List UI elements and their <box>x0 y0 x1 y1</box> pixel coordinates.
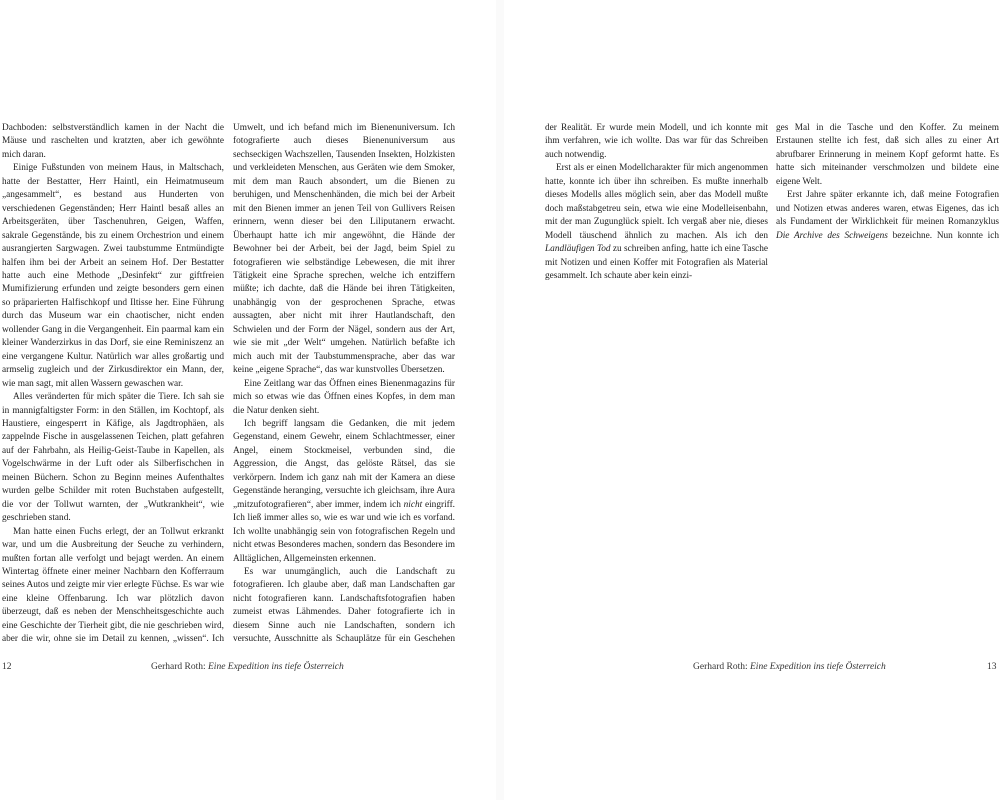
book-gutter <box>496 0 504 800</box>
left-page-column-1 <box>2 122 224 644</box>
paragraph <box>776 122 999 189</box>
text-run: Erst als er einen Modellcharakter für mich angenommen hatte, konnte ich über ihn schreiben. Es mußte innerhalb dieses Modells alles möglich sein, aber das Modell mußte doch maßstabgetreu sein, etwa wie eine Modelleisenbahn, mit der man Zugunglück spielt. Ich vergaß aber nie, dieses Modell täuschend ähnlich zu machen. Als ich den <box>545 163 768 241</box>
footer-title: Eine Expedition ins tiefe Österreich <box>750 662 886 672</box>
paragraph <box>233 378 455 418</box>
left-page-column-2 <box>233 122 455 644</box>
paragraph <box>2 162 224 391</box>
text-run: Man hatte einen Fuchs erlegt, der an Tollwut erkrankt war, und um die Ausbreitung der Seuche zu verhindern, mußten fortan alle verfolgt und bejagt werden. An einem Wintertag öffnete einer meiner Nachbarn den Kofferraum seines Autos und zeigte mir vier erlegte Füchse. Es war wie eine kleine Offenbarung. Ich war plötzlich davon überzeugt, daß es neben der Menschheitsgeschichte auch eine Geschichte der Tierheit gibt, die nie geschrieben wird, aber die wir, ohne sie im Detail zu kennen, „wissen“. Ich <box>2 526 224 644</box>
right-running-footer <box>693 662 886 672</box>
text-run: bezeichne. Nun konnte ich <box>892 230 999 241</box>
paragraph <box>2 526 224 644</box>
paragraph <box>545 162 768 283</box>
right-page-column-1 <box>545 122 768 322</box>
italic-title: nicht <box>403 499 423 510</box>
left-running-footer <box>151 662 344 672</box>
text-run: zu schreiben anfing, hatte ich eine Tasche mit Notizen und einen Koffer mit Fotografien als Material gesammelt. Ich schaute aber kein einzi- <box>545 244 768 281</box>
footer-author: Gerhard Roth: <box>151 662 206 672</box>
italic-title: Landläufigen Tod <box>545 244 611 255</box>
text-run: Ich begriff langsam die Gedanken, die mit jedem Gegenstand, einem Gewehr, einem Schlachtmesser, einer Angel, einem Stockmeisel, verbunden sind, die Aggression, die Angst, das gelöste Rätsel, das sie verkörpern. Indem ich ganz nah mit der Kamera an diese Gegenstände heranging, versuchte ich gleichsam, ihre Aura „mitzufotografieren“, aber immer, indem ich <box>233 418 455 510</box>
text-run: Einige Fußstunden von meinem Haus, in Maltschach, hatte der Bestatter, Herr Haintl, ein Heimatmuseum „angesammelt“, es bestand aus Hunderten von verschiedenen Gegenständen; Herr Haintl besaß alles an Arbeitsgeräten, über Taschenuhren, Geigen, Waffen, sakrale Gegenstände, bis zu einem Orchestrion und einem ausrangierten Sargwagen. Zwei taubstumme Entmündigte halfen ihm bei der Arbeit an seinem Hof. Der Bestatter hatte auch eine Methode „Desinfekt“ zur giftfreien Mumifizierung erfunden und zeigte besonders gern einen so präparierten Halfischkopf und Iltisse her. Eine Führung durch das Museum war ein chaotischer, nicht enden wollender Gang in die Vergangenheit. Ein paarmal kam ein kleiner Wanderzirkus in das Dorf, sie eine Reminiszenz an eine vergangene Kultur. Natürlich war alles großartig und armselig zugleich und der Zirkusdirektor ein Mann, der, wie man sagt, mit allen Wassern gewaschen war. <box>2 163 224 389</box>
footer-title: Eine Expedition ins tiefe Österreich <box>208 662 344 672</box>
text-run: Dachboden: selbstverständlich kamen in der Nacht die Mäuse und raschelten und kratzten, aber ich gewöhnte mich daran. <box>2 123 224 160</box>
right-page-column-2 <box>776 122 999 242</box>
paragraph <box>545 122 768 162</box>
text-run: ges Mal in die Tasche und den Koffer. Zu meinem Erstaunen stellte ich fest, daß sich alles zu einer Art abrufbarer Erinnerung in meinem Kopf geformt hatte. Es hatte sich miteinander verschmolzen und bildete eine eigene Welt. <box>776 123 999 187</box>
text-run: Alles veränderten für mich später die Tiere. Ich sah sie in mannigfaltigster Form: in den Ställen, im Kochtopf, als Haustiere, eingesperrt in Käfige, als Jagdtrophäen, als zappelnde Fische in ausgelassenen Teichen, platt gefahren auf der Fahrbahn, als Heilig-Geist-Taube in Kapellen, als Vogelschwärme in der Luft oder als Silberfischchen in meinen Büchern. Schon zu Beginn meines Aufenthaltes wurden gelbe Schilder mit roten Buchstaben aufgestellt, die vor der Tollwut warnten, der „Wutkrankheit“, wie geschrieben stand. <box>2 392 224 524</box>
paragraph <box>233 122 455 378</box>
text-run: eingriff. Ich ließ immer alles so, wie es war und wie ich es vorfand. Ich wollte unabhängig sein von fotografischen Regeln und nicht etwas Besonderes machen, sondern das Besondere im Alltäglichen, Allgemeinsten erkennen. <box>233 499 455 564</box>
left-page-number: 12 <box>2 662 12 672</box>
paragraph <box>776 189 999 242</box>
paragraph <box>233 566 455 644</box>
text-run: Eine Zeitlang war das Öffnen eines Bienenmagazins für mich so etwas wie das Öffnen eines Kopfes, in dem man die Natur denken sieht. <box>233 378 455 416</box>
paragraph <box>2 122 224 162</box>
italic-title: Die Archive des Schweigens <box>776 230 888 241</box>
right-page-number: 13 <box>987 662 997 672</box>
footer-author: Gerhard Roth: <box>693 662 748 672</box>
text-run: Erst Jahre später erkannte ich, daß meine Fotografien und Notizen etwas anderes waren, etwas Eigenes, das ich als Fundament der Wirklichkeit für meinen Romanzyklus <box>776 190 999 228</box>
paragraph <box>233 418 455 566</box>
text-run: Umwelt, und ich befand mich im Bienenuniversum. Ich fotografierte auch dieses Bienenuniversum aus sechseckigen Wachszellen, Tausenden Insekten, Holzkisten und verkleideten Menschen, aus Geräten wie dem Smoker, mit dem man Rauch absondert, um die Bienen zu beruhigen, und Menschenhänden, die mich bei der Arbeit mit den Bienen immer an jenen Teil von Gullivers Reisen erinnern, wenn dieser bei den Liliputanern erwacht. Überhaupt hatte ich mir angewöhnt, die Hände der Bewohner bei der Arbeit, bei der Jagd, beim Spiel zu fotografieren wie selbständige Lebewesen, die mit ihrer Tätigkeit eine Sprache sprechen, welche ich entziffern müßte; ich dachte, daß die Hände bei ihren Tätigkeiten, unabhängig von der gesprochenen Sprache, etwas aussagten, aber nicht mit ihrer Hautlandschaft, den Schwielen und der Form der Nägel, sondern aus der Art, wie sie mit „der Welt“ umgehen. Natürlich befaßte ich mich auch mit der Taubstummensprache, aber das war keine „eigene Sprache“, das war kunstvolles Übersetzen. <box>233 123 455 376</box>
paragraph <box>2 391 224 526</box>
text-run: der Realität. Er wurde mein Modell, und ich konnte mit ihm verfahren, wie ich wollte. Das war für das Schreiben auch notwendig. <box>545 123 768 160</box>
text-run: Es war unumgänglich, auch die Landschaft zu fotografieren. Ich glaube aber, daß man Landschaften gar nicht fotografieren kann. Landschaftsfotografien haben zumeist etwas Lähmendes. Daher fotografierte ich in diesem Sinne auch nie Landschaften, sondern ich versuchte, Ausschnitte als Schauplätze für ein Geschehen <box>233 566 455 644</box>
